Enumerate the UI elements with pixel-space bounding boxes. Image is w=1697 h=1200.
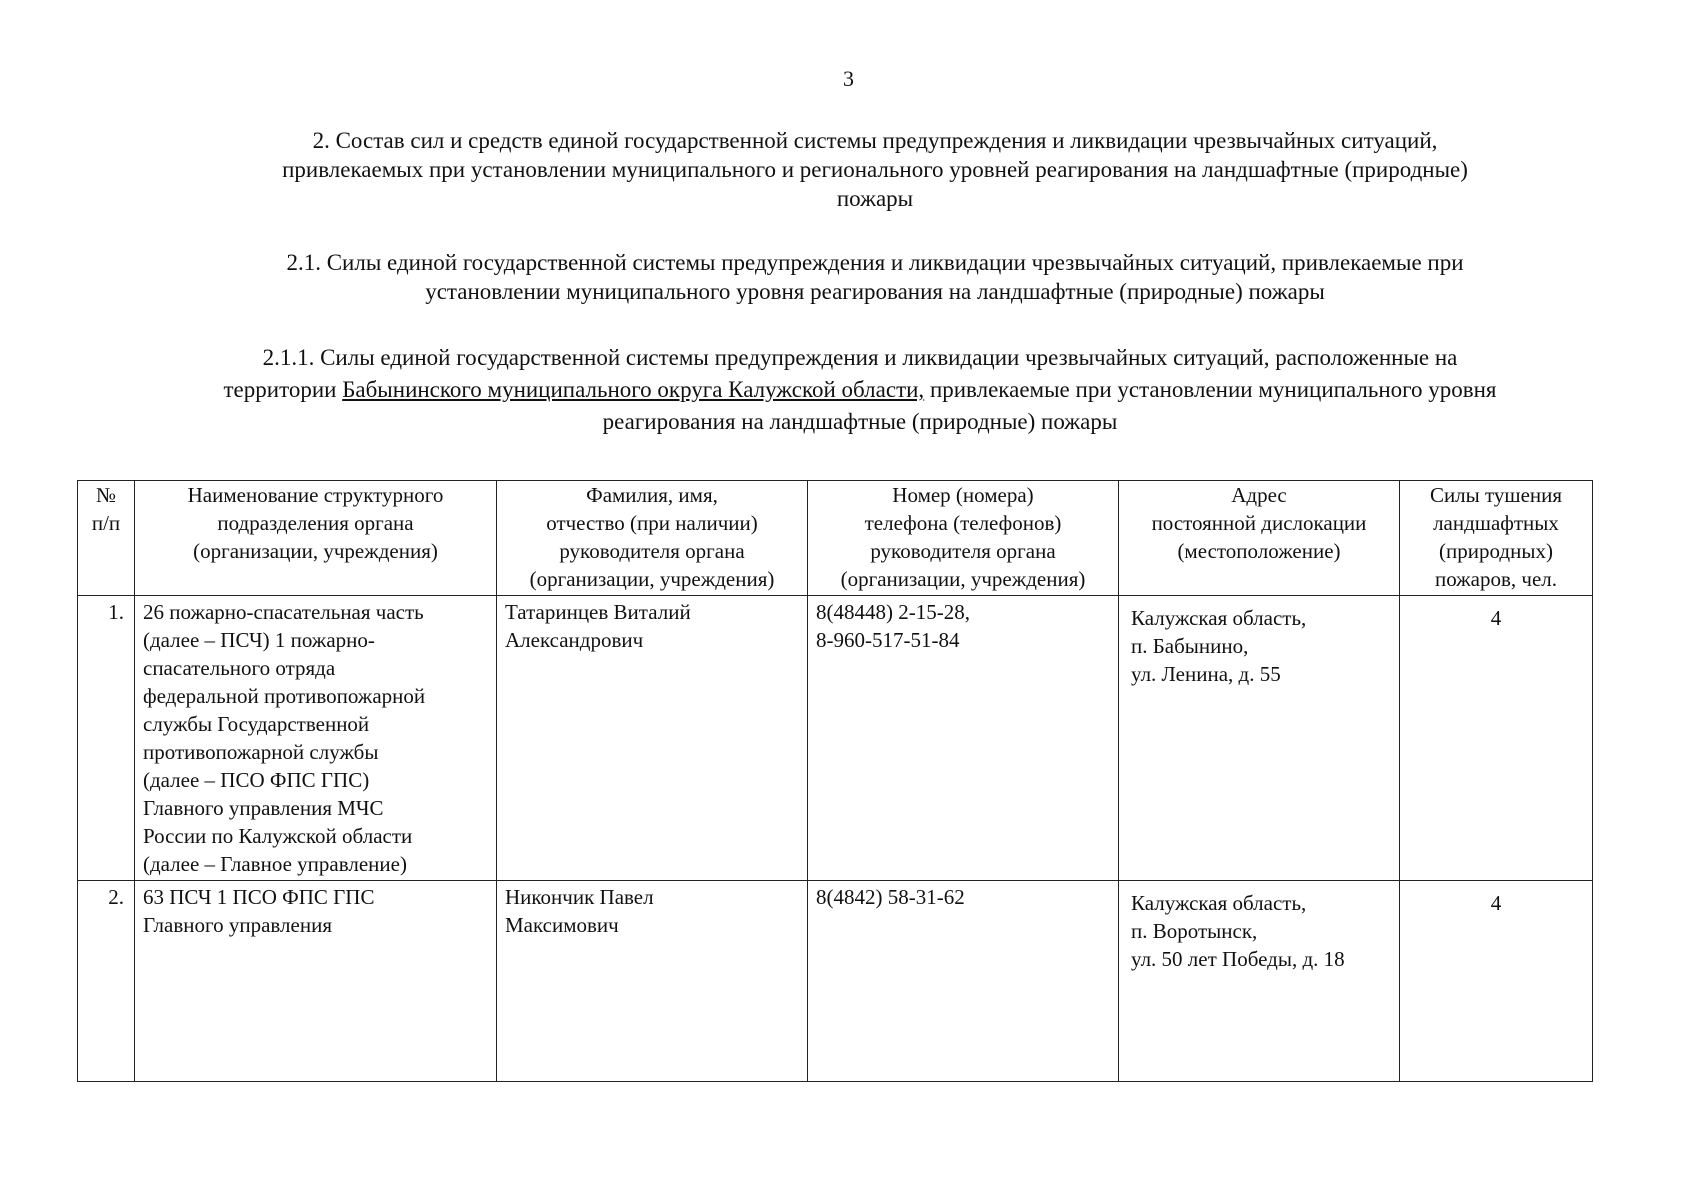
header-text: Номер (номера) bbox=[892, 483, 1034, 507]
cell-line: Главного управления МЧС bbox=[143, 796, 384, 820]
cell-line: (далее – ПСО ФПС ГПС) bbox=[143, 768, 370, 792]
cell-line: России по Калужской области bbox=[143, 824, 413, 848]
heading-line: 2.1.1. Силы единой государственной системы предупреждения и ликвидации чрезвычайных ситуаций, расположенные на bbox=[262, 345, 1458, 370]
cell-line: ул. 50 лет Победы, д. 18 bbox=[1131, 947, 1345, 971]
header-forces bbox=[1400, 481, 1593, 596]
header-text: № bbox=[95, 483, 117, 507]
cell-head bbox=[497, 596, 808, 881]
cell-line: (далее – Главное управление) bbox=[143, 852, 407, 876]
cell-line: спасательного отряда bbox=[143, 656, 336, 680]
cell-line: ул. Ленина, д. 55 bbox=[1131, 662, 1281, 686]
cell-line: 8-960-517-51-84 bbox=[816, 628, 960, 652]
heading-line: реагирования на ландшафтные (природные) пожары bbox=[602, 409, 1118, 434]
heading-line: установлении муниципального уровня реагирования на ландшафтные (природные) пожары bbox=[425, 279, 1325, 304]
heading-text: территории bbox=[223, 377, 337, 402]
header-unit bbox=[135, 481, 497, 596]
section-heading-2-1 bbox=[150, 248, 1600, 306]
forces-table bbox=[77, 480, 1593, 1082]
table-row bbox=[78, 881, 1593, 1082]
page-number: 3 bbox=[843, 66, 854, 91]
header-text: руководителя органа bbox=[870, 539, 1056, 563]
header-text: (местоположение) bbox=[1177, 539, 1341, 563]
cell-num: 2. bbox=[78, 881, 135, 1082]
cell-address bbox=[1119, 881, 1400, 1082]
header-text: Фамилия, имя, bbox=[586, 483, 718, 507]
header-address bbox=[1119, 481, 1400, 596]
table-header-row bbox=[78, 481, 1593, 596]
heading-line bbox=[110, 374, 1610, 406]
header-text: ландшафтных bbox=[1433, 511, 1559, 535]
cell-line: Калужская область, bbox=[1131, 606, 1307, 630]
cell-unit bbox=[135, 881, 497, 1082]
section-heading-2 bbox=[150, 126, 1600, 213]
cell-line: п. Бабынино, bbox=[1131, 634, 1249, 658]
heading-line: 2.1. Силы единой государственной системы предупреждения и ликвидации чрезвычайных ситуаций, привлекаемые при bbox=[286, 250, 1464, 275]
header-head bbox=[497, 481, 808, 596]
table-row bbox=[78, 596, 1593, 881]
heading-text: привлекаемые при установлении муниципального уровня bbox=[929, 377, 1497, 402]
cell-line: Татаринцев Виталий bbox=[505, 600, 691, 624]
cell-num: 1. bbox=[78, 596, 135, 881]
cell-phone bbox=[808, 881, 1119, 1082]
cell-line: 63 ПСЧ 1 ПСО ФПС ГПС bbox=[143, 885, 375, 909]
cell-line: Александрович bbox=[505, 628, 644, 652]
heading-line: пожары bbox=[836, 186, 914, 211]
header-text: постоянной дислокации bbox=[1151, 511, 1367, 535]
cell-address bbox=[1119, 596, 1400, 881]
cell-line: 26 пожарно-спасательная часть bbox=[143, 600, 424, 624]
territory-name: Бабынинского муниципального округа Калужской области, bbox=[342, 377, 925, 402]
cell-line: федеральной противопожарной bbox=[143, 684, 426, 708]
header-text: Наименование структурного bbox=[187, 483, 444, 507]
header-text: телефона (телефонов) bbox=[864, 511, 1062, 535]
header-text: (природных) bbox=[1439, 539, 1553, 563]
header-text: (организации, учреждения) bbox=[840, 567, 1086, 591]
cell-line: 8(4842) 58-31-62 bbox=[816, 885, 965, 909]
heading-line: привлекаемых при установлении муниципального и регионального уровней реагирования на ландшафтные (природные) bbox=[282, 157, 1468, 182]
cell-line: службы Государственной bbox=[143, 712, 370, 736]
header-text: (организации, учреждения) bbox=[193, 539, 438, 563]
cell-line: п. Воротынск, bbox=[1131, 919, 1258, 943]
cell-head bbox=[497, 881, 808, 1082]
header-text: подразделения органа bbox=[217, 511, 414, 535]
cell-line: Калужская область, bbox=[1131, 891, 1307, 915]
cell-phone bbox=[808, 596, 1119, 881]
header-text: (организации, учреждения) bbox=[529, 567, 775, 591]
header-phone bbox=[808, 481, 1119, 596]
header-text: руководителя органа bbox=[559, 539, 745, 563]
header-text: Силы тушения bbox=[1429, 483, 1563, 507]
header-text: п/п bbox=[91, 511, 121, 535]
header-text: пожаров, чел. bbox=[1434, 567, 1558, 591]
header-text: отчество (при наличии) bbox=[546, 511, 758, 535]
cell-line: противопожарной службы bbox=[143, 740, 379, 764]
header-num bbox=[78, 481, 135, 596]
header-text: Адрес bbox=[1231, 483, 1287, 507]
cell-line: Никончик Павел bbox=[505, 885, 654, 909]
heading-line: 2. Состав сил и средств единой государственной системы предупреждения и ликвидации чрезвычайных ситуаций, bbox=[312, 128, 1438, 153]
cell-line: Главного управления bbox=[143, 913, 332, 937]
cell-line: Максимович bbox=[505, 913, 619, 937]
cell-unit bbox=[135, 596, 497, 881]
cell-line: (далее – ПСЧ) 1 пожарно- bbox=[143, 628, 375, 652]
cell-forces: 4 bbox=[1400, 596, 1593, 881]
cell-line: 8(48448) 2-15-28, bbox=[816, 600, 970, 624]
section-heading-2-1-1 bbox=[110, 342, 1610, 438]
cell-forces: 4 bbox=[1400, 881, 1593, 1082]
